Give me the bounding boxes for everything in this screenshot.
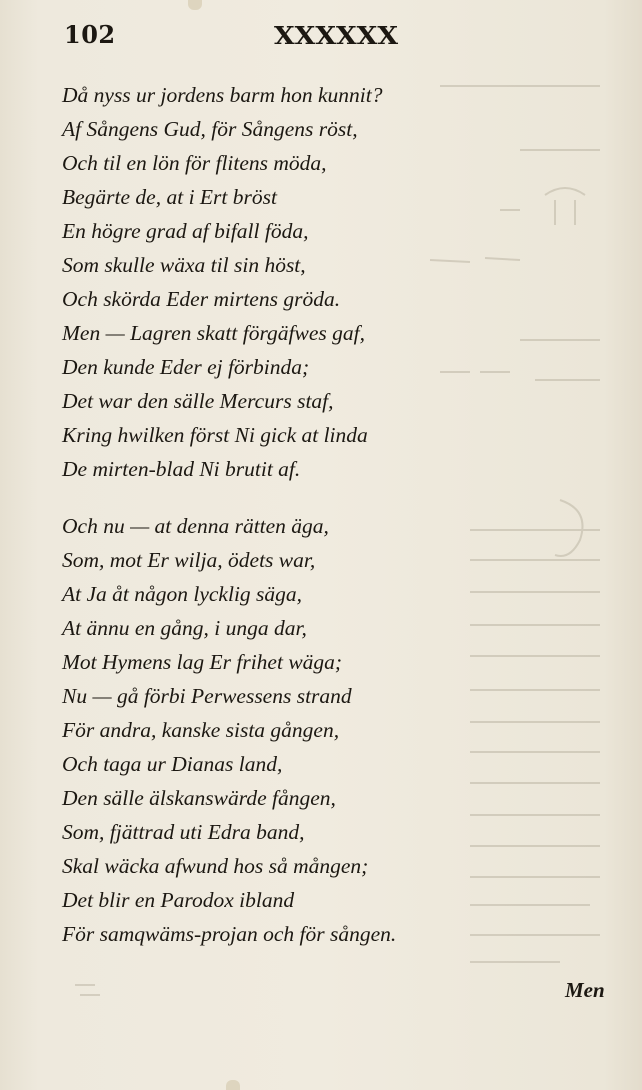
ornament-rule bbox=[274, 24, 400, 48]
verse-line: Som skulle wäxa til sin höst, bbox=[62, 253, 306, 277]
verse-line: Och til en lön för flitens möda, bbox=[62, 151, 327, 175]
page-number: 102 bbox=[64, 20, 116, 49]
verse-line: För samqwäms-projan och för sången. bbox=[62, 922, 397, 946]
verse-line: Det blir en Parodox ibland bbox=[62, 888, 295, 912]
verse-line: Skal wäcka afwund hos så mången; bbox=[62, 854, 369, 878]
verse-line: Nu — gå förbi Perwessens strand bbox=[62, 684, 352, 708]
verse-line: Då nyss ur jordens barm hon kunnit? bbox=[62, 83, 383, 107]
verse-line: Kring hwilken först Ni gick at linda bbox=[62, 423, 368, 447]
verse-line: Begärte de, at i Ert bröst bbox=[62, 185, 277, 209]
verse-line: Det war den sälle Mercurs staf, bbox=[62, 389, 334, 413]
verse-line: De mirten-blad Ni brutit af. bbox=[62, 457, 301, 481]
paper-tab bbox=[188, 0, 202, 10]
verse-line: Som, fjättrad uti Edra band, bbox=[62, 820, 305, 844]
verse-line: En högre grad af bifall föda, bbox=[62, 219, 309, 243]
verse-line: Den sälle älskanswärde fången, bbox=[62, 786, 336, 810]
verse-line: Men — Lagren skatt förgäfwes gaf, bbox=[62, 321, 365, 345]
ornament-text: XXXXXX bbox=[274, 24, 399, 48]
verse-line: Den kunde Eder ej förbinda; bbox=[62, 355, 310, 379]
verse-line: Och skörda Eder mirtens gröda. bbox=[62, 287, 341, 311]
verse-line: At ännu en gång, i unga dar, bbox=[62, 616, 307, 640]
stanza-1 bbox=[62, 78, 383, 486]
verse-line: At Ja åt någon lycklig säga, bbox=[62, 582, 303, 606]
verse-line: Som, mot Er wilja, ödets war, bbox=[62, 548, 316, 572]
verse-line: Och taga ur Dianas land, bbox=[62, 752, 283, 776]
verse-line: Och nu — at denna rätten äga, bbox=[62, 514, 329, 538]
verse-line: För andra, kanske sista gången, bbox=[62, 718, 340, 742]
verse-line: Mot Hymens lag Er frihet wäga; bbox=[62, 650, 343, 674]
page-header bbox=[0, 18, 642, 58]
stanza-2 bbox=[62, 509, 396, 951]
paper-tab bbox=[226, 1080, 240, 1090]
verse-line: Af Sångens Gud, för Sångens röst, bbox=[62, 117, 358, 141]
catchword: Men bbox=[565, 978, 605, 1002]
